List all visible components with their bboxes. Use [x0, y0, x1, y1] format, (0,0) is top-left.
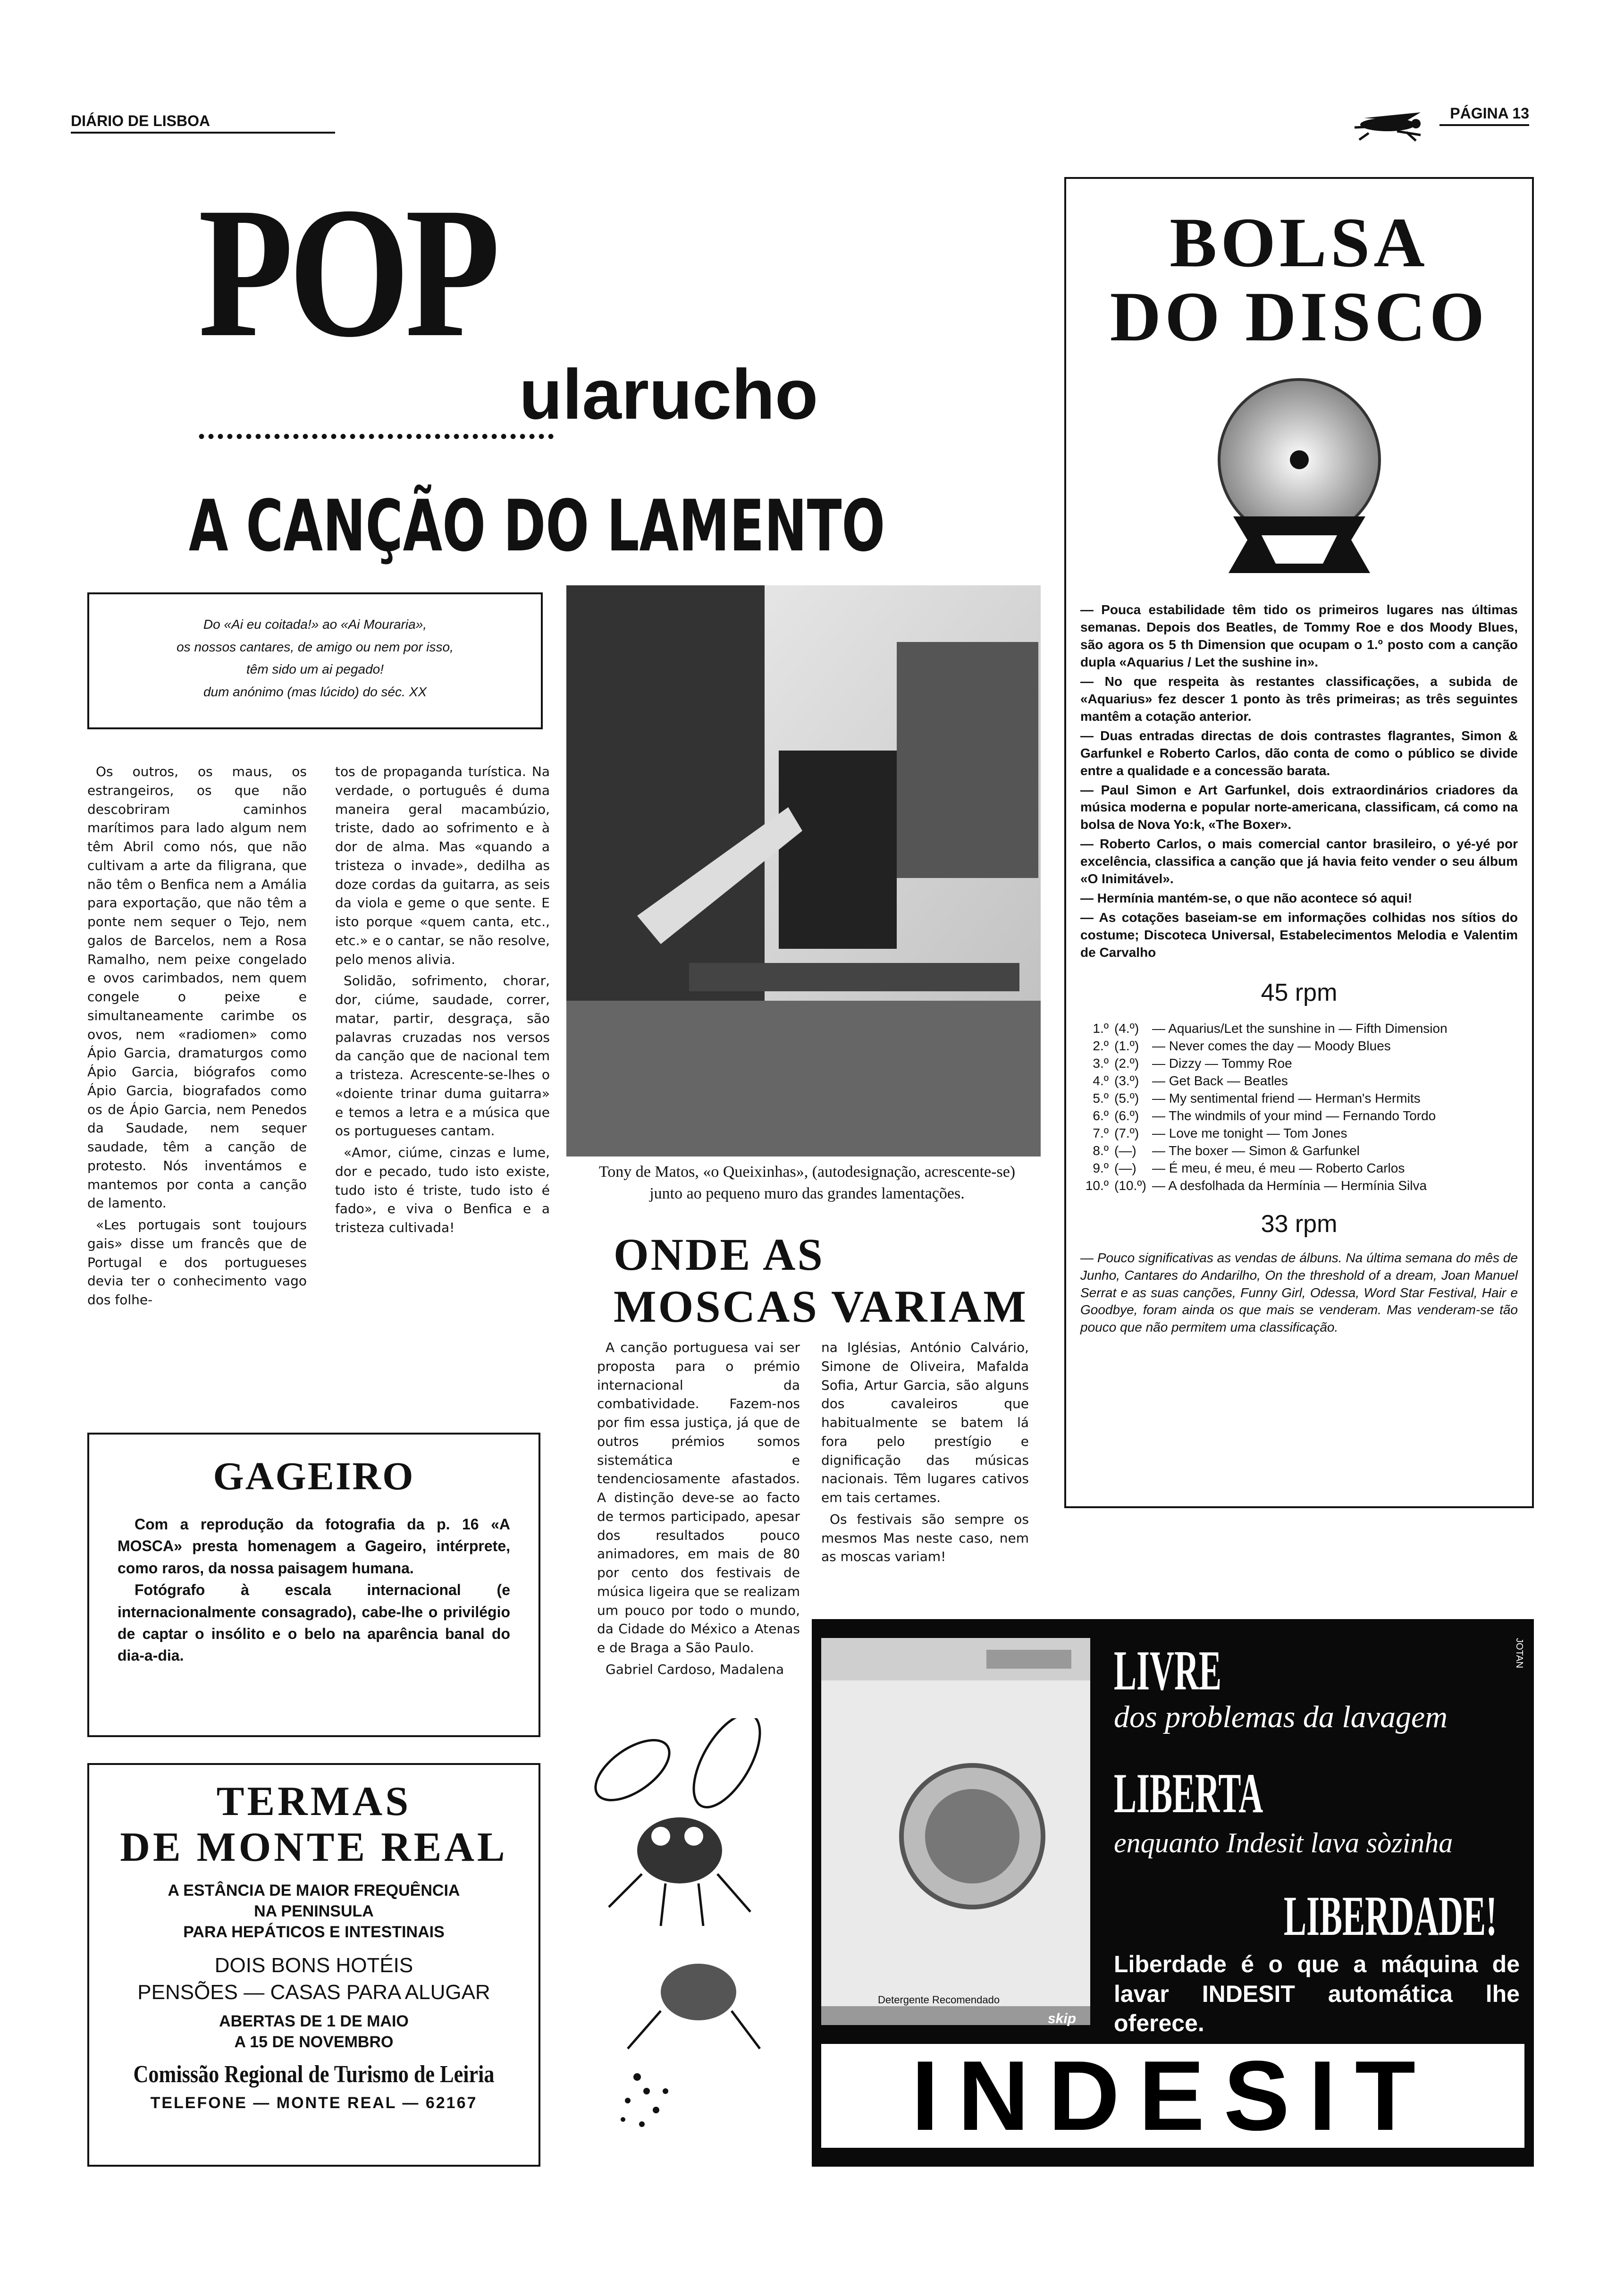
- chart-cell-p: (1.º): [1114, 1038, 1139, 1054]
- chart-cell-p: (3.º): [1114, 1073, 1139, 1088]
- bolsa-note: — No que respeita às restantes classificações, a subida de «Aquarius» fez descer 1 ponto às três primeiras; as três seguintes mantêm a cotação anterior.: [1080, 674, 1518, 724]
- gageiro-title: GAGEIRO: [213, 1454, 415, 1498]
- intro-line: os nossos cantares, de amigo ou nem por isso,: [177, 639, 454, 654]
- photo-tony-de-matos: [566, 585, 1041, 1156]
- masthead-left: DIÁRIO DE LISBOA: [71, 112, 335, 134]
- termas-hotels: DOIS BONS HOTÉIS: [214, 1954, 413, 1977]
- article2-column-2: [821, 1338, 1029, 1569]
- bolsa-title-1: BOLSA: [1170, 203, 1429, 282]
- indesit-brand-bar: [821, 2040, 1524, 2151]
- chart-cell-t: — A desfolhada da Hermínia — Hermínia Silva: [1152, 1178, 1427, 1193]
- termas-sub: PARA HEPÁTICOS E INTESTINAIS: [183, 1923, 445, 1941]
- bolsa-do-disco-box: [1064, 177, 1534, 1508]
- photo-caption: Tony de Matos, «o Queixinhas», (autodesignação, acrescente-se) junto ao pequeno muro das grandes lamentações.: [598, 1163, 1016, 1202]
- chart-cell-t: — The boxer — Simon & Garfunkel: [1152, 1143, 1360, 1158]
- chart-row: [1080, 1107, 1518, 1125]
- indesit-script-2: enquanto Indesit lava sòzinha: [1114, 1827, 1453, 1858]
- chart-cell-n: 1.º: [1093, 1021, 1109, 1036]
- article2-headline-2: MOSCAS VARIAM: [614, 1281, 1028, 1332]
- chart-cell-t: — Love me tonight — Tom Jones: [1152, 1125, 1347, 1140]
- termas-title-2: DE MONTE REAL: [120, 1824, 508, 1870]
- page-number: PÁGINA 13: [1439, 105, 1529, 126]
- chart-cell-t: — The windmils of your mind — Fernando Tordo: [1152, 1108, 1436, 1123]
- chart-row: [1080, 1090, 1518, 1107]
- fly-illustration: [581, 1718, 807, 2143]
- article-column-1: [87, 762, 307, 1312]
- rpm33-heading: 33 rpm: [1261, 1210, 1338, 1238]
- chart-cell-t: — My sentimental friend — Herman's Hermits: [1152, 1090, 1421, 1106]
- chart-cell-p: (—): [1114, 1160, 1136, 1175]
- gageiro-box: [87, 1433, 540, 1737]
- paragraph: Solidão, sofrimento, chorar, dor, ciúme, saudade, correr, matar, partir, desgraça, são palavras cruzadas nos versos da canção que de nacional tem a tristeza. Acrescente-se-lhes o «doiente trinar duma guitarra» e temos a letra e a música que os portugueses cantam.: [335, 973, 550, 1139]
- indesit-brand: INDESIT: [911, 2040, 1435, 2151]
- bolsa-note: — Pouca estabilidade têm tido os primeiros lugares nas últimas semanas. Depois dos Beatles, de Tommy Roe e dos Moody Blues, são agora os 5 th Dimension que ocupam o 1.º posto com a canção dupla «Aquarius / Let the sushine in».: [1080, 602, 1518, 669]
- chart-cell-t: — Dizzy — Tommy Roe: [1152, 1055, 1292, 1071]
- indesit-script-1: dos problemas da lavagem: [1114, 1700, 1448, 1734]
- indesit-liberdade: LIBERDADE!: [1284, 1884, 1498, 1947]
- skip-logo: skip: [1048, 2011, 1077, 2026]
- intro-line: dum anónimo (mas lúcido) do séc. XX: [203, 684, 427, 699]
- indesit-body: Liberdade é o que a máquina de lavar INDESIT automática lhe oferece.: [1114, 1951, 1520, 2036]
- termas-telefone: TELEFONE — MONTE REAL — 62167: [150, 2094, 478, 2112]
- bolsa-note: — Hermínia mantém-se, o que não acontece só aqui!: [1080, 891, 1413, 906]
- paragraph: A canção portuguesa vai ser proposta para o prémio internacional da combatividade. Fazem-nos por fim essa justiça, já que de outros prémios somos sistemática e tendenciosamente afastados. A distinção deve-se ao facto de termos participado, apesar dos resultados pouco animadores, em mais de 80 por cento dos festivais de música ligeira que se realizam um pouco por todo o mundo, da Cidade do México a Atenas e de Braga a São Paulo.: [597, 1340, 800, 1655]
- chart-45rpm: [1080, 1020, 1518, 1195]
- chart-cell-t: — Get Back — Beatles: [1152, 1073, 1288, 1088]
- gageiro-p2: Fotógrafo à escala internacional (e internacionalmente consagrado), cabe-lhe o privilégio de captar o insólito e o belo na aparência banal do dia-a-dia.: [118, 1581, 510, 1664]
- article2-headline-1: ONDE AS: [614, 1229, 825, 1280]
- article-column-2: [335, 762, 550, 1240]
- chart-cell-n: 8.º: [1093, 1143, 1109, 1158]
- article-headline: A CANÇÃO DO LAMENTO: [189, 485, 885, 567]
- popularucho-dots: ••••••••••••••••••••••••••••••••••••••: [198, 427, 557, 446]
- bolsa-title-2: DO DISCO: [1110, 278, 1489, 356]
- chart-cell-n: 2.º: [1093, 1038, 1109, 1054]
- rpm45-heading: 45 rpm: [1261, 979, 1338, 1007]
- chart-row: [1080, 1038, 1518, 1055]
- record-icon: [1181, 365, 1417, 582]
- chart-cell-n: 9.º: [1093, 1160, 1109, 1175]
- chart-cell-n: 10.º: [1085, 1178, 1109, 1193]
- popularucho-rest: ularucho: [519, 355, 818, 434]
- indesit-livre: LIVRE: [1114, 1639, 1222, 1702]
- paragraph: tos de propaganda turística. Na verdade, o português é duma maneira geral macambúzio, triste, dado ao sofrimento e à dor de alma. Mas «quando a tristeza o invade», dedilha as doze cordas da guitarra, as seis da viola e geme o que sente. E isto porque «quem canta, etc., etc.» e o cantar, se não resolve, pelo menos alivia.: [335, 764, 550, 967]
- paragraph: «Les portugais sont toujours gais» disse um francês que de Portugal e dos portugueses devia ter o conhecimento vago dos folhe-: [87, 1217, 307, 1308]
- termas-pensoes: PENSÕES — CASAS PARA ALUGAR: [137, 1981, 490, 2004]
- chart-row: [1080, 1160, 1518, 1177]
- chart-cell-n: 4.º: [1093, 1073, 1109, 1088]
- detergente-text: Detergente Recomendado: [878, 1994, 1000, 2006]
- chart-cell-p: (6.º): [1114, 1108, 1139, 1123]
- fly-icon: [1350, 104, 1425, 142]
- termas-abertas: ABERTAS DE 1 DE MAIO: [219, 2012, 409, 2030]
- chart-cell-t: — É meu, é meu, é meu — Roberto Carlos: [1152, 1160, 1405, 1175]
- chart-cell-p: (4.º): [1114, 1021, 1139, 1036]
- chart-row: [1080, 1055, 1518, 1072]
- paragraph: «Amor, ciúme, cinzas e lume, dor e pecado, tudo isto existe, tudo isto é triste, tudo isto é fado», e viva o Benfica e a tristeza cultivada!: [335, 1145, 550, 1235]
- gageiro-p1: Com a reprodução da fotografia da p. 16 «A MOSCA» presta homenagem a Gageiro, intérprete, como raros, da nossa paisagem humana.: [118, 1516, 510, 1577]
- chart-row: [1080, 1142, 1518, 1160]
- bolsa-note: — Roberto Carlos, o mais comercial cantor brasileiro, o yé-yé por excelência, classifica a canção que já havia feito vender o seu álbum «O Inimitável».: [1080, 836, 1518, 886]
- bolsa-note: — As cotações baseiam-se em informações colhidas nos sítios do costume; Discoteca Universal, Estabelecimentos Melodia e Valentim de Carvalho: [1080, 910, 1518, 960]
- bolsa-note: — Duas entradas directas de dois contrastes flagrantes, Simon & Garfunkel e Roberto Carlos, dão conta de como o público se divide entre a qualidade e a concessão barata.: [1080, 728, 1518, 778]
- termas-abertas: A 15 DE NOVEMBRO: [234, 2033, 394, 2051]
- paragraph: na Iglésias, António Calvário, Simone de Oliveira, Mafalda Sofia, Artur Garcia, são alguns dos cavaleiros que habitualmente se batem lá fora pelo prestígio e dignificação das músicas nacionais. Têm lugares cativos em tais certames.: [821, 1340, 1029, 1505]
- chart-cell-p: (10.º): [1114, 1178, 1146, 1193]
- chart-cell-p: (—): [1114, 1143, 1136, 1158]
- intro-line: Do «Ai eu coitada!» ao «Ai Mouraria»,: [203, 617, 427, 632]
- chart-cell-n: 3.º: [1093, 1055, 1109, 1071]
- popularucho-pop: POP: [198, 169, 496, 376]
- termas-sub: NA PENINSULA: [254, 1902, 374, 1920]
- rpm33-note: — Pouco significativas as vendas de álbuns. Na última semana do mês de Junho, Cantares do Andarilho, On the threshold of a dream, Joan Manuel Serrat e as suas canções, Funny Girl, Odessa, Word Star Festival, Hair e Goodbye, foram ainda os que mais se venderam. Mas venderam-se tão pouco que não permitem uma classificação.: [1080, 1250, 1518, 1335]
- chart-cell-t: — Never comes the day — Moody Blues: [1152, 1038, 1391, 1054]
- chart-cell-n: 5.º: [1093, 1090, 1109, 1106]
- indesit-liberta: LIBERTA: [1114, 1762, 1263, 1824]
- chart-row: [1080, 1072, 1518, 1090]
- termas-sub: A ESTÂNCIA DE MAIOR FREQUÊNCIA: [168, 1881, 460, 1899]
- chart-cell-p: (2.º): [1114, 1055, 1139, 1071]
- article-intro-box: [87, 592, 543, 729]
- bolsa-note: — Paul Simon e Art Garfunkel, dois extraordinários criadores da música moderna e popular norte-americana, classificam, cá como na bolsa de Nova Yo:k, «The Boxer».: [1080, 782, 1518, 832]
- chart-cell-t: — Aquarius/Let the sunshine in — Fifth Dimension: [1152, 1021, 1448, 1036]
- intro-line: têm sido um ai pegado!: [246, 662, 384, 677]
- paragraph: Os festivais são sempre os mesmos Mas neste caso, nem as moscas variam!: [821, 1511, 1029, 1565]
- termas-comissao: Comissão Regional de Turismo de Leiria: [133, 2060, 495, 2088]
- indesit-ad: [812, 1619, 1534, 2167]
- termas-box: [87, 1763, 540, 2167]
- article2-column-1: [597, 1338, 800, 1682]
- chart-row: [1080, 1125, 1518, 1142]
- termas-title-1: TERMAS: [216, 1779, 412, 1824]
- chart-row: [1080, 1020, 1518, 1038]
- chart-row: [1080, 1177, 1518, 1195]
- chart-cell-p: (5.º): [1114, 1090, 1139, 1106]
- chart-cell-n: 6.º: [1093, 1108, 1109, 1123]
- chart-cell-p: (7.º): [1114, 1125, 1139, 1140]
- paragraph: Gabriel Cardoso, Madalena: [606, 1661, 784, 1677]
- paragraph: Os outros, os maus, os estrangeiros, os que não descobriram caminhos marítimos para lado algum nem têm Abril como nós, que não cultivam a arte da filigrana, que não têm o Benfica nem a Amália para exportação, que não têm a ponte nem sequer o Tejo, nem galos de Barcelos, nem a Rosa Ramalho, nem peixe congelado e ovos carimbados, nem quem congele o peixe e simultaneamente carimbe os ovos, nem «radiomen» como Ápio Garcia, dramaturgos como Ápio Garcia, biógrafos como Ápio Garcia, biografados como os de Ápio Garcia, nem Penedos da Saudade, nem sequer saudade, têm a canção de protesto. Nós inventámos e mantemos por conta a canção de lamento.: [87, 764, 307, 1211]
- indesit-credit: JOTAN: [1514, 1638, 1524, 1669]
- chart-cell-n: 7.º: [1093, 1125, 1109, 1140]
- washing-machine-image: [821, 1638, 1090, 2025]
